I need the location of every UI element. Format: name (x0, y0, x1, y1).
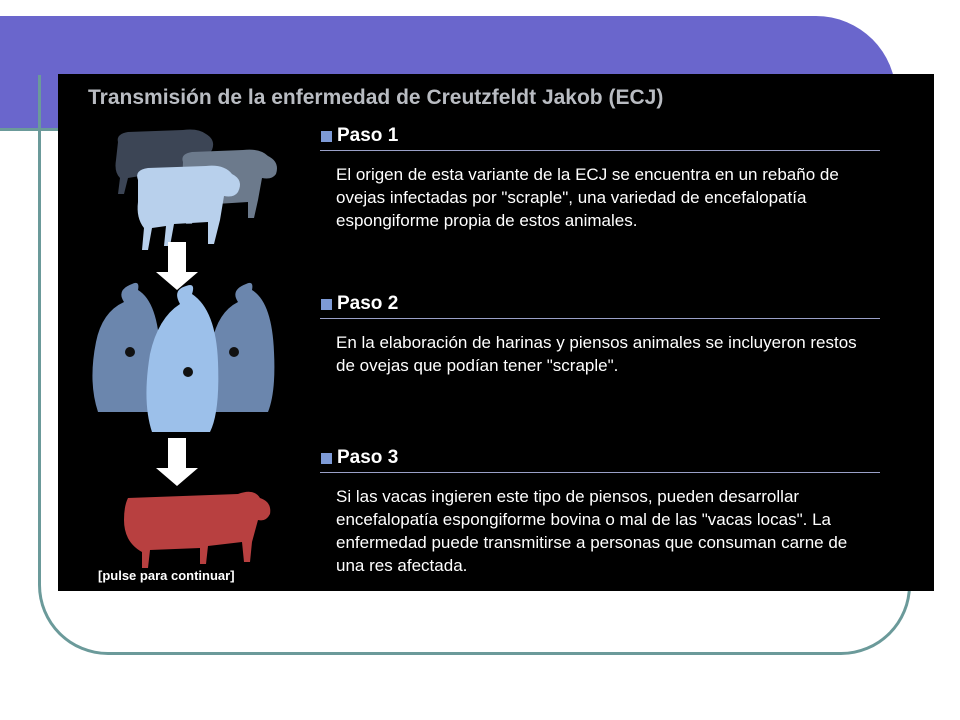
arrow-down-icon (156, 242, 198, 290)
illustration (88, 122, 318, 592)
step-label: Paso 1 (337, 125, 399, 146)
cow-icon (124, 492, 270, 568)
step-text: El origen de esta variante de la ECJ se encuentra en un rebaño de ovejas infectadas por "scraple", una variedad de encefalopatía espongiforme propia de estos animales. (336, 165, 839, 230)
step-1 (320, 124, 880, 232)
sheep-light-icon (137, 166, 240, 250)
sack-hole-center (183, 367, 193, 377)
square-bullet-icon (321, 299, 332, 310)
continue-link[interactable]: [pulse para continuar] (98, 568, 235, 583)
step-header (320, 124, 880, 151)
sack-hole-right (229, 347, 239, 357)
square-bullet-icon (321, 453, 332, 464)
square-bullet-icon (321, 131, 332, 142)
step-header (320, 292, 880, 319)
step-2 (320, 292, 880, 377)
sack-hole-left (125, 347, 135, 357)
feed-sacks-icon (92, 283, 274, 432)
step-label: Paso 3 (337, 447, 399, 468)
sack-center-icon (146, 285, 218, 432)
arrow-down-icon (156, 438, 198, 486)
step-3 (320, 446, 880, 577)
step-text: En la elaboración de harinas y piensos animales se incluyeron restos de ovejas que podían tener "scraple". (336, 333, 857, 375)
step-text: Si las vacas ingieren este tipo de piensos, pueden desarrollar encefalopatía espongiforme bovina o mal de las "vacas locas". La enfermedad puede transmitirse a personas que consuman carne de una res afectada. (336, 487, 848, 575)
step-header (320, 446, 880, 473)
sack-right-icon (208, 283, 274, 412)
step-label: Paso 2 (337, 293, 399, 314)
infographic-panel[interactable] (58, 74, 934, 591)
panel-title: Transmisión de la enfermedad de Creutzfeldt Jakob (ECJ) (88, 86, 664, 109)
sheep-flock-icon (116, 130, 278, 251)
